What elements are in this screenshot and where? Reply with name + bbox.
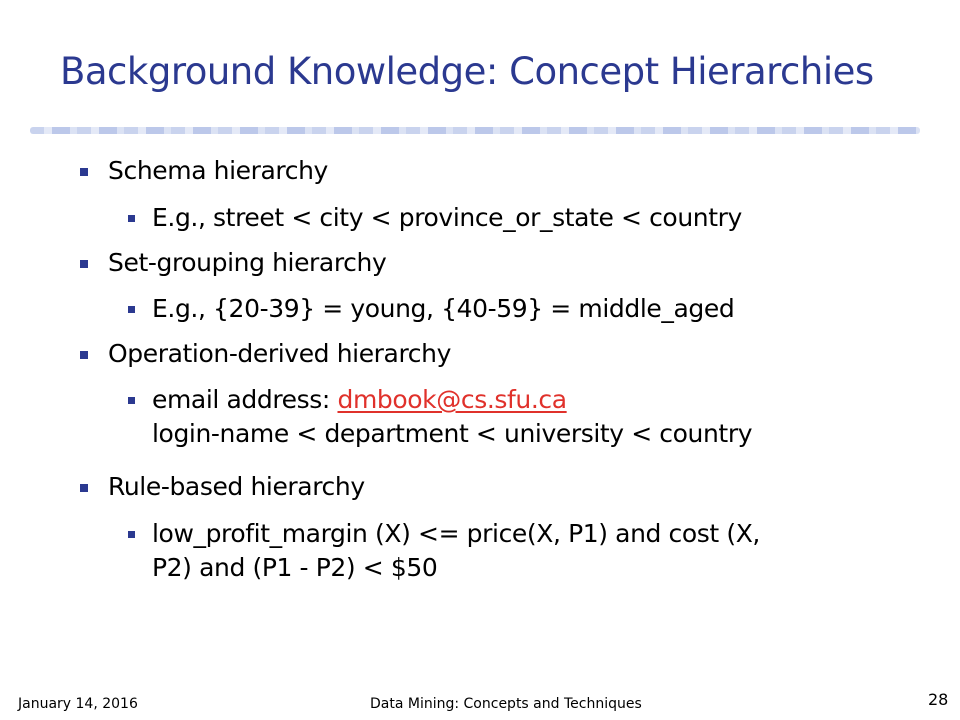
bullet-schema-hierarchy — [108, 154, 328, 188]
title-divider — [30, 127, 920, 134]
bullet-text: E.g., {20-39} = young, {40-59} = middle_aged — [152, 294, 735, 323]
bullet-text: Operation-derived hierarchy — [108, 339, 451, 368]
bullet-rule-based-hierarchy — [108, 470, 365, 504]
page-number: 28 — [928, 690, 949, 709]
bullet-square-icon — [80, 484, 88, 492]
sub-bullet-rule-example — [152, 517, 760, 585]
bullet-square-icon — [128, 215, 135, 222]
sub-bullet-email-example — [152, 383, 752, 451]
rule-example-first-line: low_profit_margin (X) <= price(X, P1) and cost (X, — [152, 519, 760, 548]
bullet-square-icon — [128, 397, 135, 404]
email-link[interactable]: dmbook@cs.sfu.ca — [337, 385, 567, 414]
footer-title: Data Mining: Concepts and Techniques — [370, 696, 642, 712]
bullet-text: Set-grouping hierarchy — [108, 248, 387, 277]
bullet-square-icon — [80, 351, 88, 359]
bullet-square-icon — [128, 306, 135, 313]
sub-bullet-set-grouping-example — [152, 292, 734, 326]
email-prefix-text: email address: — [152, 385, 338, 414]
bullet-operation-derived-hierarchy — [108, 337, 451, 371]
bullet-square-icon — [80, 168, 88, 176]
bullet-square-icon — [80, 260, 88, 268]
bullet-set-grouping-hierarchy — [108, 246, 386, 280]
bullet-text: Schema hierarchy — [108, 156, 328, 185]
bullet-square-icon — [128, 531, 135, 538]
email-example-second-line: login-name < department < university < country — [152, 419, 753, 448]
footer-date: January 14, 2016 — [18, 696, 138, 712]
rule-example-second-line: P2) and (P1 - P2) < $50 — [152, 553, 438, 582]
sub-bullet-schema-example — [152, 201, 742, 235]
bullet-text: Rule-based hierarchy — [108, 472, 365, 501]
bullet-text: E.g., street < city < province_or_state < country — [152, 203, 742, 232]
slide-title: Background Knowledge: Concept Hierarchies — [60, 50, 874, 93]
